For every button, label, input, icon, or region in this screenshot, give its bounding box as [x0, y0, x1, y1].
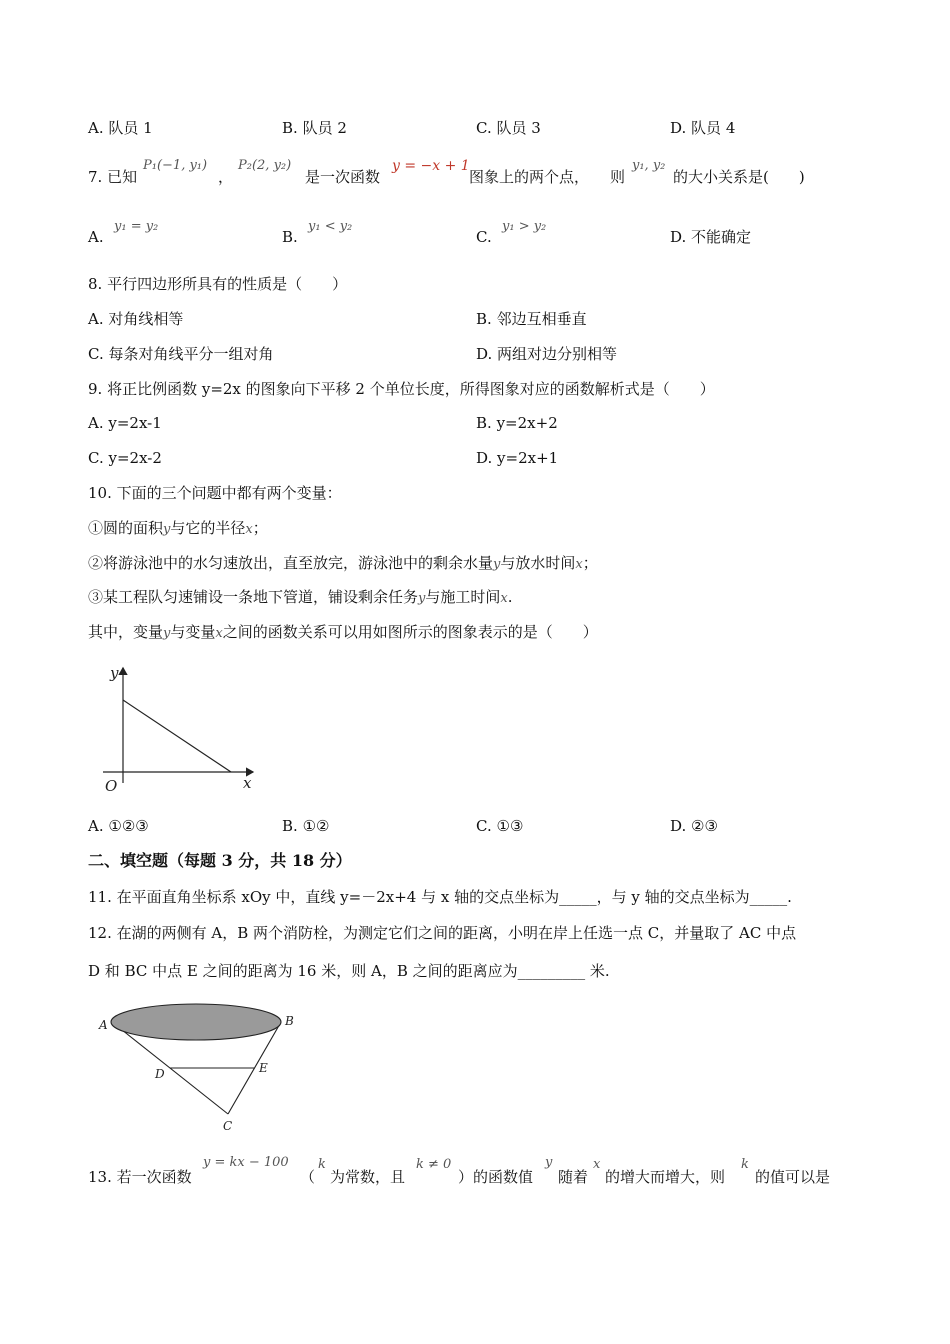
q10-option-d: D. ②③ — [670, 817, 718, 835]
q7-vars: y₁, y₂ — [632, 158, 666, 173]
q13-k-1: k — [318, 1157, 326, 1172]
q13-text-2: （ — [300, 1168, 316, 1186]
lake-ellipse — [111, 1004, 281, 1040]
q13-condition: k ≠ 0 — [416, 1157, 452, 1172]
q13-text-7: 的值可以是 — [755, 1168, 831, 1186]
q13-text-4: ）的函数值 — [458, 1168, 534, 1186]
q13-function: y = kx − 100 — [203, 1155, 289, 1170]
q7-option-c-letter: C. — [476, 228, 492, 246]
q13-text-5: 随着 — [558, 1168, 589, 1186]
q8-option-d: D. 两组对边分别相等 — [476, 345, 618, 363]
q9-option-d: D. y=2x+1 — [476, 449, 559, 467]
q7-option-b-letter: B. — [282, 228, 298, 246]
fig-label-e: E — [259, 1061, 268, 1075]
q13-x: x — [593, 1157, 601, 1172]
q7-text-2: 是一次函数 — [305, 168, 381, 186]
q7-option-a-letter: A. — [88, 228, 104, 246]
q13-text-1: 13. 若一次函数 — [88, 1168, 192, 1186]
q10-option-c: C. ①③ — [476, 817, 524, 835]
q10-question: 其中，变量y与变量x之间的函数关系可以用如图所示的图象表示的是（ ） — [88, 623, 598, 641]
q10-item-3: ③某工程队匀速铺设一条地下管道，铺设剩余任务y与施工时间x. — [88, 588, 513, 606]
graph-label-x: x — [243, 774, 252, 792]
fig-label-d: D — [155, 1067, 165, 1081]
q13-text-3: 为常数，且 — [330, 1168, 406, 1186]
section-2-title: 二、填空题（每题 3 分，共 18 分） — [88, 851, 352, 870]
q10-option-b: B. ①② — [282, 817, 330, 835]
fig-label-b: B — [285, 1014, 294, 1028]
q7-function: y = −x + 1 — [392, 158, 470, 174]
q9-option-b: B. y=2x+2 — [476, 414, 558, 432]
q11-text: 11. 在平面直角坐标系 xOy 中，直线 y=－2x+4 与 x 轴的交点坐标为_____，与 y 轴的交点坐标为_____. — [88, 888, 792, 906]
decreasing-line — [123, 700, 231, 772]
q13-text-6: 的增大而增大，则 — [605, 1168, 726, 1186]
q12-figure — [95, 1000, 310, 1135]
q9-option-c: C. y=2x-2 — [88, 449, 162, 467]
q10-item-1: ①圆的面积y与它的半径x； — [88, 519, 268, 537]
q7-option-a: y₁ = y₂ — [114, 219, 159, 234]
q6-option-c: C. 队员 3 — [476, 119, 541, 137]
q10-stem: 10. 下面的三个问题中都有两个变量： — [88, 484, 342, 502]
q13-y: y — [545, 1155, 553, 1170]
fig-label-c: C — [223, 1119, 233, 1133]
q8-option-b: B. 邻边互相垂直 — [476, 310, 587, 328]
q10-graph — [95, 658, 270, 798]
q8-stem: 8. 平行四边形所具有的性质是（ ） — [88, 275, 348, 293]
fig-label-a: A — [99, 1018, 108, 1032]
graph-label-y: y — [110, 664, 119, 682]
q7-point-p2: P₂(2, y₂) — [238, 158, 292, 173]
q7-text-3: 图象上的两个点， — [469, 168, 590, 186]
q7-point-p1: P₁(−1, y₁) — [143, 158, 208, 173]
q7-text-4: 则 — [610, 168, 626, 186]
q9-stem: 9. 将正比例函数 y=2x 的图象向下平移 2 个单位长度，所得图象对应的函数解析式是（ ） — [88, 380, 715, 398]
graph-label-origin: O — [105, 777, 118, 795]
q8-option-a: A. 对角线相等 — [88, 310, 184, 328]
q7-comma: ， — [218, 168, 234, 186]
q7-option-d: D. 不能确定 — [670, 228, 752, 246]
q7-option-c: y₁ > y₂ — [502, 219, 547, 234]
q10-option-a: A. ①②③ — [88, 817, 149, 835]
q8-option-c: C. 每条对角线平分一组对角 — [88, 345, 274, 363]
q12-line-2: D 和 BC 中点 E 之间的距离为 16 米，则 A，B 之间的距离应为_________ 米. — [88, 962, 610, 980]
q13-k-2: k — [741, 1157, 749, 1172]
q12-line-1: 12. 在湖的两侧有 A，B 两个消防栓，为测定它们之间的距离，小明在岸上任选一点 C，并量取了 AC 中点 — [88, 924, 797, 942]
q6-option-d: D. 队员 4 — [670, 119, 736, 137]
q7-stem: 7. 已知 — [88, 168, 138, 186]
q9-option-a: A. y=2x-1 — [88, 414, 162, 432]
q7-option-b: y₁ < y₂ — [308, 219, 353, 234]
q6-option-b: B. 队员 2 — [282, 119, 347, 137]
q6-option-a: A. 队员 1 — [88, 119, 153, 137]
q10-item-2: ②将游泳池中的水匀速放出，直至放完，游泳池中的剩余水量y与放水时间x； — [88, 554, 598, 572]
q7-text-5: 的大小关系是( ) — [673, 168, 805, 186]
